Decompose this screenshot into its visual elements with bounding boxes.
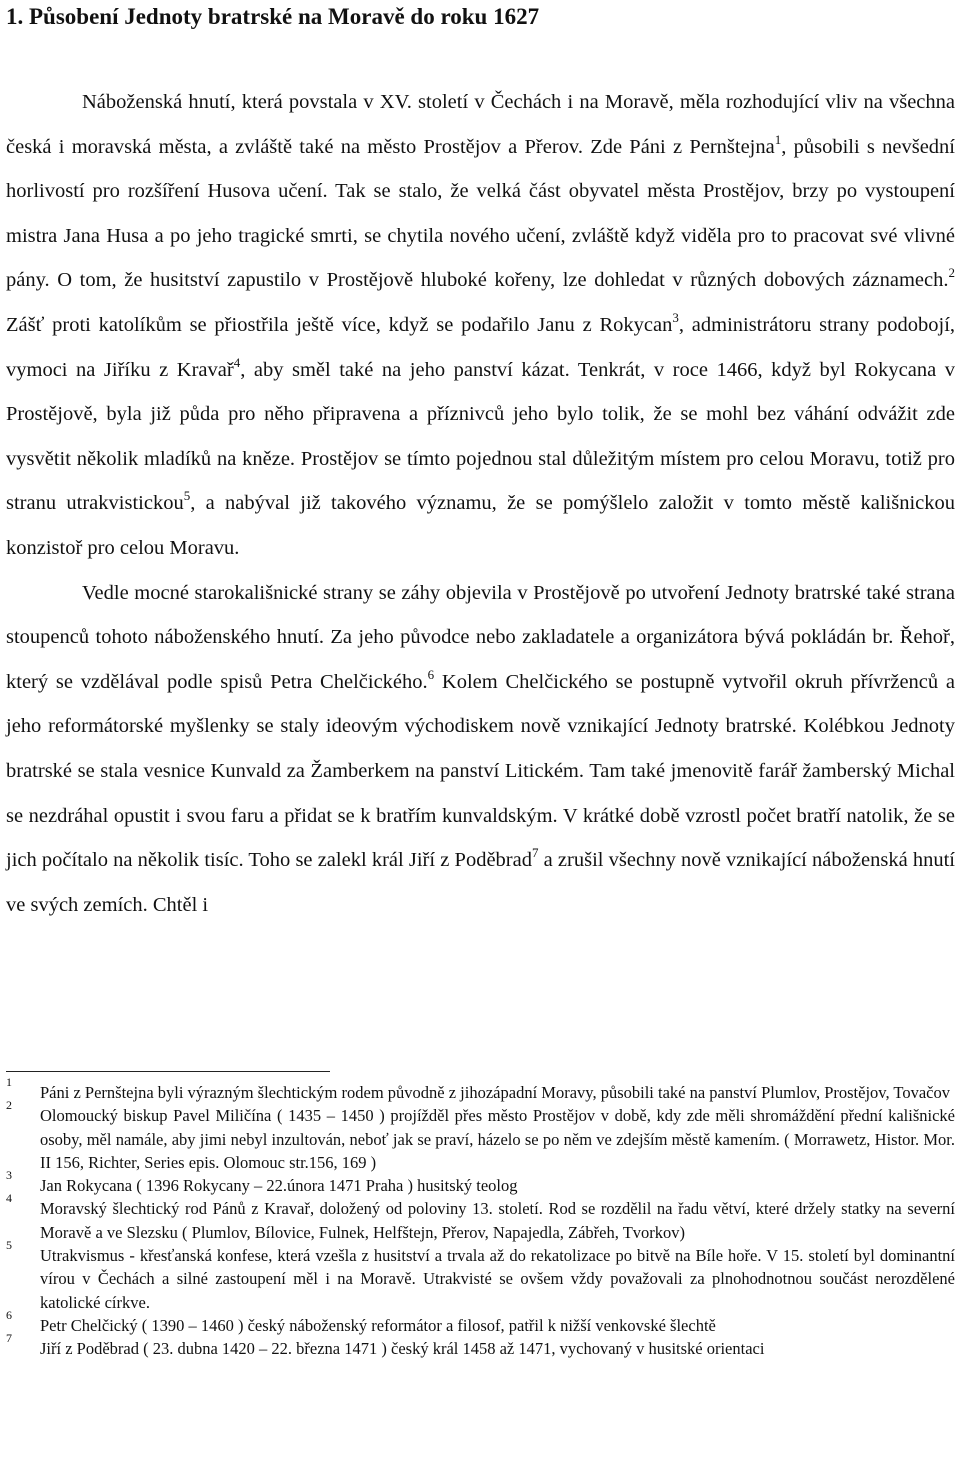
paragraph-text: Kolem Chelčického se postupně vytvořil okruh přívrženců a jeho reformátorské myšlenky se staly ideovým východiskem nově vznikající Jednoty bratrské. Kolébkou Jednoty bratrské se stala vesnice Kunvald za Žamberkem na panství Litickém. Tam také jmenovitě farář žamberský Michal se nezdráhal opustit i svou faru a přidat se k bratřím kunvaldským. V krátké době vzrostl počet bratří natolik, že se jich počítalo na několik tisíc. Toho se zalekl král Jiří z Poděbrad — [6, 670, 956, 872]
paragraph — [6, 571, 955, 928]
main-text — [6, 80, 955, 927]
paragraph-text: Zášť proti katolíkům se přiostřila ještě více, když se podařilo Janu z Rokycan — [6, 313, 673, 336]
footnote-number: 5 — [6, 1238, 12, 1253]
footnote-text: Olomoucký biskup Pavel Miličína ( 1435 – 1450 ) projížděl přes město Prostějov v době, kdy zde měli shromáždění přední kališnické osoby, měl namále, aby jimi nebyl inzultován, neboť jak se praví, házelo se po něm ve zdejším městě kamením. ( Morrawetz, Histor. Mor. II 156, Richter, Series epis. Olomouc str.156, 169 ) — [40, 1106, 955, 1172]
paragraph-text: , aby směl také na jeho panství kázat. Tenkrát, v roce 1466, když byl Rokycana v Prostějově, byla již půda pro něho připravena a příznivců jeho bylo tolik, že se mohl bez váhání odvážit zde vysvětit několik mladíků na kněze. Prostějov se tímto pojednou stal důležitým místem pro celou Moravu, totiž pro stranu utrakvistickou — [6, 358, 955, 515]
footnote-item — [6, 1238, 955, 1314]
footnote-reference[interactable]: 2 — [948, 265, 955, 281]
footnote-separator — [6, 1071, 330, 1072]
footnote-number: 7 — [6, 1331, 12, 1346]
paragraph-text: , a nabýval již takového významu, že se pomýšlelo založit v tomto městě kališnickou konzistoř pro celou Moravu. — [6, 492, 955, 559]
footnote-number: 2 — [6, 1098, 12, 1113]
footnote-item — [6, 1191, 955, 1244]
footnote-reference[interactable]: 6 — [427, 666, 435, 682]
footnote-reference[interactable]: 1 — [774, 131, 782, 147]
footnote-number: 6 — [6, 1307, 12, 1322]
paragraph-text: , působili s nevšední horlivostí pro rozšíření Husova učení. Tak se stalo, že velká část obyvatel města Prostějov, brzy po vystoupení mistra Jana Husa a po jeho tragické smrti, se chytila nového učení, zvláště když viděla pro to pracovat své vlivné pány. O tom, že husitství zapustilo v Prostějově hluboké kořeny, lze dohledat v různých dobových záznamech. — [6, 135, 955, 292]
footnote-text: Utrakvismus - křesťanská konfese, která vzešla z husitství a trvala až do rekatolizace po bitvě na Bíle hoře. V 15. století byl dominantní vírou v Čechách a silné zastoupení měl i na Moravě. Utrakvisté se ovšem vždy považovali za plnohodnotnou součást nerozdělené katolické církve. — [40, 1246, 955, 1312]
footnote-reference[interactable]: 3 — [672, 309, 679, 325]
footnote-text: Moravský šlechtický rod Pánů z Kravař, doložený od poloviny 13. století. Rod se rozdělil na řadu větví, které držely statky na severní Moravě a ve Slezsku ( Plumlov, Bílovice, Fulnek, Helfštejn, Přerov, Napajedla, Zábřeh, Tvorkov) — [40, 1199, 955, 1242]
footnotes — [6, 1075, 955, 1361]
footnote-reference[interactable]: 5 — [183, 488, 191, 504]
footnote-item — [6, 1331, 955, 1360]
footnote-text: Páni z Pernštejna byli výrazným šlechtickým rodem původně z jihozápadní Moravy, působili také na panství Plumlov, Prostějov, Tovačov — [40, 1083, 950, 1102]
footnote-item — [6, 1098, 955, 1174]
footnote-reference[interactable]: 4 — [233, 354, 241, 370]
footnote-number: 1 — [6, 1075, 12, 1089]
footnote-item — [6, 1168, 955, 1197]
footnote-item — [6, 1075, 955, 1104]
footnote-text: Jan Rokycana ( 1396 Rokycany – 22.února 1471 Praha ) husitský teolog — [40, 1176, 518, 1196]
footnote-text: Petr Chelčický ( 1390 – 1460 ) český náboženský reformátor a filosof, patřil k nižší venkovské šlechtě — [40, 1315, 716, 1335]
footnote-item — [6, 1307, 955, 1337]
footnote-reference[interactable]: 7 — [531, 845, 539, 861]
paragraph-text: a zrušil všechny nově vznikající náboženská hnutí ve svých zemích. Chtěl i — [6, 849, 955, 916]
paragraph — [6, 80, 955, 571]
paragraph-text: Vedle mocné starokališnické strany se záhy objevila v Prostějově po utvoření Jednoty bratrské také strana stoupenců tohoto náboženského hnutí. Za jeho původce nebo zakladatele a organizátora bývá pokládán br. Řehoř, který se vzdělával podle spisů Petra Chelčického. — [6, 581, 955, 693]
footnote-number: 4 — [6, 1191, 12, 1206]
paragraph-text: Náboženská hnutí, která povstala v XV. století v Čechách i na Moravě, měla rozhodující vliv na všechna česká i moravská města, a zvláště také na město Prostějov a Přerov. Zde Páni z Pernštejna — [6, 91, 955, 158]
page-heading: 1. Působení Jednoty bratrské na Moravě do roku 1627 — [6, 4, 540, 29]
footnote-number: 3 — [6, 1168, 12, 1183]
paragraph-text: , administrátoru strany podobojí, vymoci na Jiříku z Kravař — [6, 313, 956, 381]
footnote-text: Jiří z Poděbrad ( 23. dubna 1420 – 22. března 1471 ) český král 1458 až 1471, vychovaný v husitské orientaci — [40, 1339, 765, 1359]
